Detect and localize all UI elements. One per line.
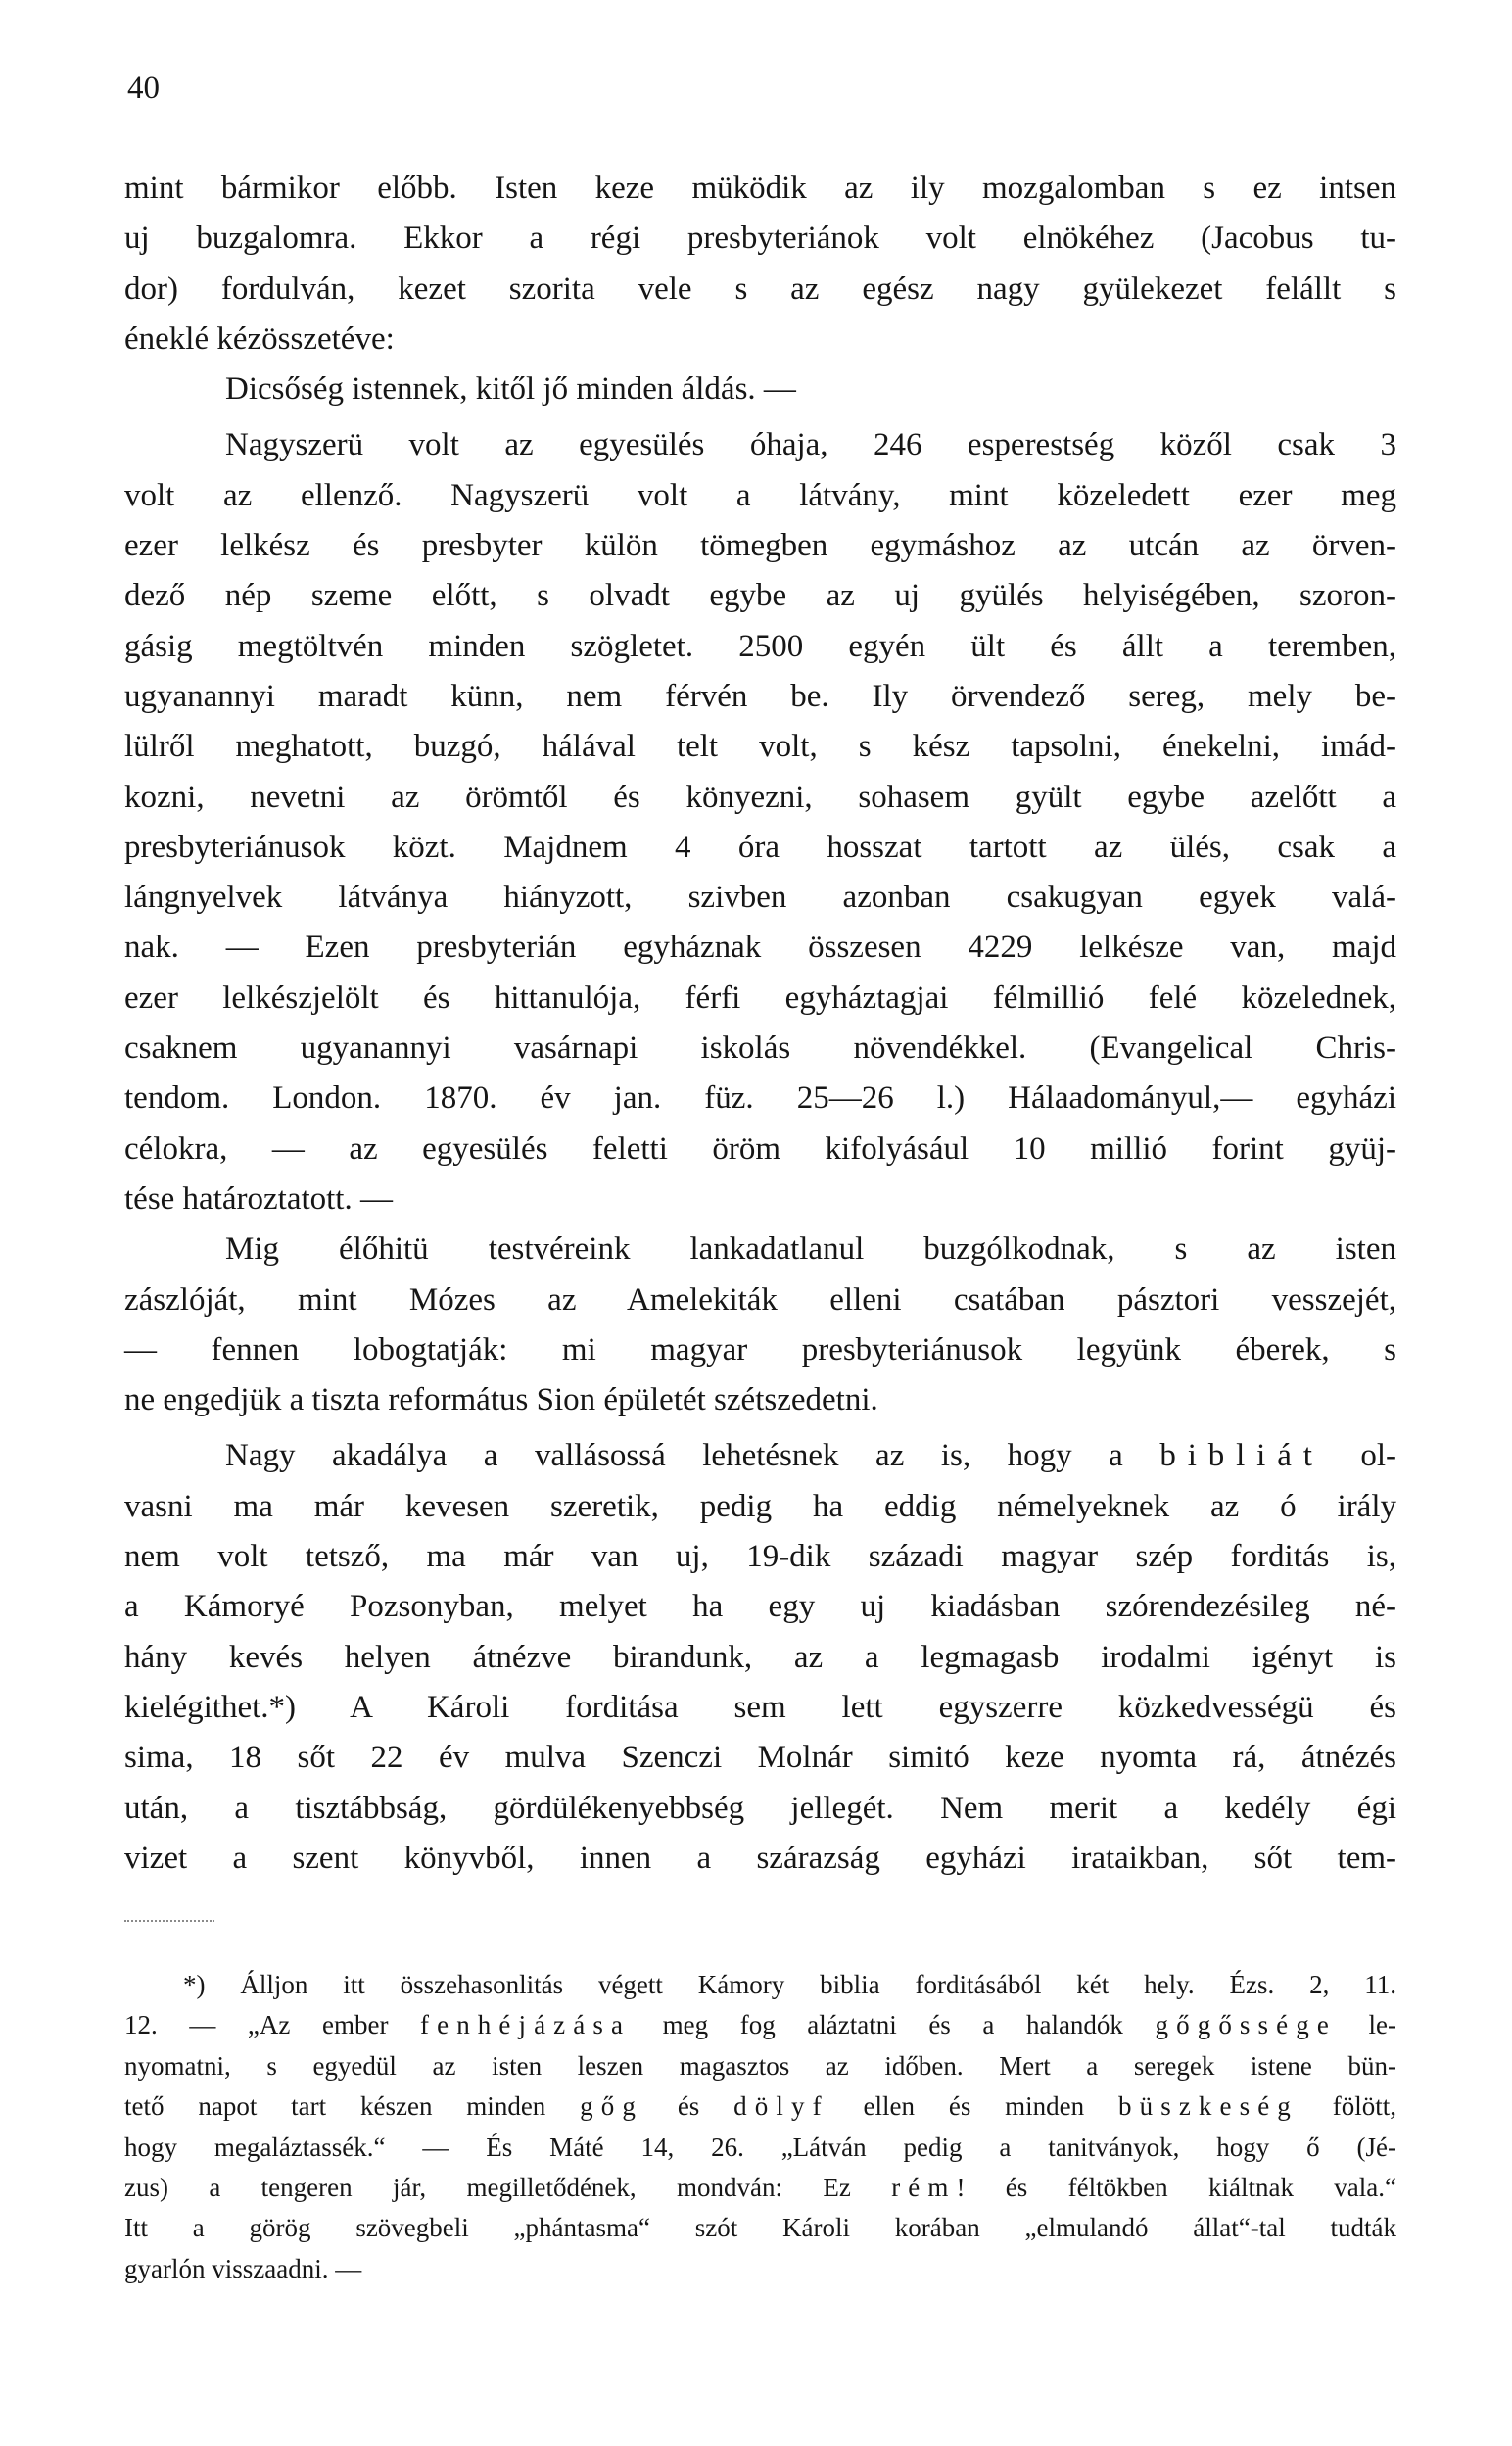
emphasis-spaced: bibliát [1159,1438,1324,1474]
text-segment: fölött, [1298,2091,1397,2122]
emphasis-spaced: rém [891,2172,957,2202]
footnote-line: gyarlón visszaadni. — [124,2253,362,2283]
body-line: ezer lelkész és presbyter külön tömegben egymáshoz az utcán az örven- [124,528,1396,564]
body-line: ezer lelkészjelölt és hittanulója, férfi egyháztagjai félmillió felé közelednek, [124,980,1396,1016]
body-line: a Kámoryé Pozsonyban, melyet ha egy uj kiadásban szórendezésileg né- [124,1589,1396,1625]
body-line: mint bármikor előbb. Isten keze müködik az ily mozgalomban s ez intsen [124,170,1396,206]
footnotes [124,1965,1396,2289]
body-line: volt az ellenző. Nagyszerü volt a látvány, mint közeledett ezer meg [124,477,1396,513]
page-number: 40 [127,71,160,106]
body-line: gásig megtöltvén minden szögletet. 2500 egyén ült és állt a teremben, [124,628,1396,664]
body-line: lülről meghatott, buzgó, hálával telt volt, s kész tapsolni, énekelni, imád- [124,729,1396,765]
body-line: sima, 18 sőt 22 év mulva Szenczi Molnár simitó keze nyomta rá, átnézés [124,1740,1396,1776]
footnote-line: Itt a görög szövegbeli „phántasma“ szót Károli korában „elmulandó állat“-tal tudták [124,2213,1396,2243]
text-segment: ol- [1323,1438,1396,1474]
footnote-line [124,2168,1396,2208]
footnote-line: nyomatni, s egyedül az isten leszen magasztos az időben. Mert a seregek istene bün- [124,2050,1396,2081]
text-segment: és [642,2091,734,2122]
hymn-line: Dicsőség istennek, kitől jő minden áldás. — [225,371,796,408]
footnote-line: *) Álljon itt összehasonlitás végett Kámory biblia forditásából két hely. Ézs. 2, 11. [183,1970,1396,1999]
body-line: nak. — Ezen presbyterián egyháznak összesen 4229 lelkésze van, majd [124,930,1396,966]
text-segment: zus) a tengeren jár, megilletődének, mondván: Ez [124,2172,892,2202]
body-line: éneklé kézösszetéve: [124,320,395,357]
body-line: presbyteriánusok közt. Majdnem 4 óra hosszat tartott az ülés, csak a [124,829,1396,865]
body-line: vasni ma már kevesen szeretik, pedig ha eddig némelyeknek az ó irály [124,1488,1396,1524]
emphasis-spaced: fenhéjázása [420,2010,632,2040]
paragraph-start-line [124,1431,1396,1481]
text-segment: Nagy akadálya a vallásossá lehetésnek az is, hogy a [225,1438,1160,1474]
body-line: hány kevés helyen átnézve birandunk, az a legmagasb irodalmi igényt is [124,1639,1396,1675]
text-segment: ellen és minden [828,2091,1119,2122]
body-line: zászlóját, mint Mózes az Amelekiták elleni csatában pásztori vesszejét, [124,1281,1396,1318]
body-text [124,164,1396,1884]
body-line: célokra, — az egyesülés feletti öröm kifolyásául 10 millió forint gyüj- [124,1130,1396,1167]
body-line: lángnyelvek látványa hiányzott, szivben azonban csakugyan egyek valá- [124,880,1396,916]
body-line: után, a tisztábbság, gördülékenyebbség jellegét. Nem merit a kedély égi [124,1790,1396,1826]
body-line: vizet a szent könyvből, innen a szárazság egyházi irataikban, sőt tem- [124,1840,1396,1876]
paragraph-start-line: Nagyszerü volt az egyesülés óhaja, 246 esperestség közől csak 3 [225,427,1396,463]
text-segment: le- [1336,2010,1396,2040]
footnote-line [124,2005,1396,2045]
body-line: ugyanannyi maradt künn, nem férvén be. Ily örvendező sereg, mely be- [124,678,1396,714]
emphasis-spaced: gőg [580,2091,643,2122]
body-line: tése határoztatott. — [124,1180,393,1217]
text-segment: 12. — „Az ember [124,2010,421,2040]
text-segment: ! és féltökben kiáltnak vala.“ [956,2172,1396,2202]
footnote-line: hogy megaláztassék.“ — És Máté 14, 26. „Látván pedig a tanitványok, hogy ő (Jé- [124,2132,1396,2162]
paragraph-start-line: Mig élőhitü testvéreink lankadatlanul buzgólkodnak, s az isten [225,1231,1396,1268]
body-line: dor) fordulván, kezet szorita vele s az egész nagy gyülekezet felállt s [124,270,1396,307]
body-line: tendom. London. 1870. év jan. füz. 25—26 l.) Hálaadományul,— egyházi [124,1080,1396,1117]
body-line: csaknem ugyanannyi vasárnapi iskolás növendékkel. (Evangelical Chris- [124,1031,1396,1067]
body-line: dező nép szeme előtt, s olvadt egybe az uj gyülés helyiségében, szoron- [124,578,1396,614]
footnote-separator [124,1920,214,1922]
body-line: — fennen lobogtatják: mi magyar presbyteriánusok legyünk éberek, s [124,1331,1396,1367]
emphasis-spaced: dölyf [733,2091,829,2122]
footnote-line [124,2086,1396,2127]
text-segment: tető napot tart készen minden [124,2091,581,2122]
body-line: kielégithet.*) A Károli forditása sem lett egyszerre közkedvességü és [124,1689,1396,1725]
text-segment: meg fog aláztatni és a halandók [631,2010,1156,2040]
body-line: nem volt tetsző, ma már van uj, 19-dik századi magyar szép forditás is, [124,1539,1396,1575]
emphasis-spaced: gőgőssége [1155,2010,1337,2040]
body-line: uj buzgalomra. Ekkor a régi presbyteriánok volt elnökéhez (Jacobus tu- [124,220,1396,257]
emphasis-spaced: büszkeség [1118,2091,1299,2122]
body-line: ne engedjük a tiszta református Sion épületét szétszedetni. [124,1382,878,1418]
body-line: kozni, nevetni az örömtől és könyezni, sohasem gyült egybe azelőtt a [124,779,1396,815]
